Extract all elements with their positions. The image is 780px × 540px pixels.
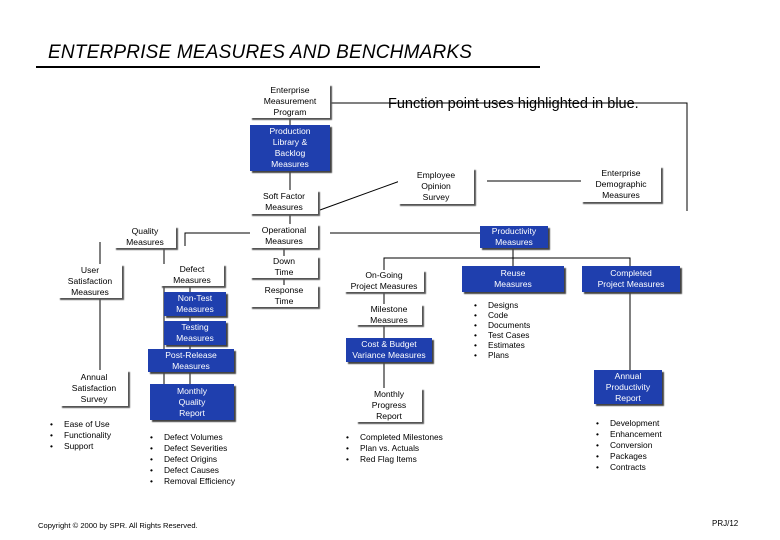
productivity-node: Productivity Measures bbox=[480, 226, 548, 248]
list-item: • Packages bbox=[596, 451, 662, 462]
response-time-node: Response Time bbox=[250, 285, 318, 307]
monthly-progress-node: Monthly Progress Report bbox=[356, 388, 422, 422]
testing-node: Testing Measures bbox=[164, 321, 226, 345]
ongoing-project-node: On-Going Project Measures bbox=[344, 270, 424, 292]
production-library-node: Production Library & Backlog Measures bbox=[250, 125, 330, 171]
milestone-node: Milestone Measures bbox=[356, 304, 422, 325]
list-item: • Functionality bbox=[50, 430, 111, 441]
copyright-footer: Copyright © 2000 by SPR. All Rights Reserved. bbox=[38, 521, 198, 530]
productivity-report-list bbox=[596, 418, 662, 473]
employee-opinion-node: Employee Opinion Survey bbox=[398, 168, 474, 204]
non-test-node: Non-Test Measures bbox=[164, 292, 226, 316]
list-item: • Enhancement bbox=[596, 429, 662, 440]
monthly-quality-node: Monthly Quality Report bbox=[150, 384, 234, 420]
satisfaction-list bbox=[50, 419, 111, 452]
enterprise-demographic-node: Enterprise Demographic Measures bbox=[581, 166, 661, 202]
reuse-node: Reuse Measures bbox=[462, 266, 564, 292]
list-item: • Code bbox=[474, 310, 530, 320]
list-item: • Red Flag Items bbox=[346, 454, 443, 465]
list-item: • Documents bbox=[474, 320, 530, 330]
quality-node: Quality Measures bbox=[114, 226, 176, 248]
highlight-note: Function point uses highlighted in blue. bbox=[388, 96, 639, 112]
list-item: • Designs bbox=[474, 300, 530, 310]
list-item: • Support bbox=[50, 441, 111, 452]
list-item: • Plans bbox=[474, 350, 530, 360]
list-item: • Defect Volumes bbox=[150, 432, 235, 443]
list-item: • Contracts bbox=[596, 462, 662, 473]
cost-budget-node: Cost & Budget Variance Measures bbox=[346, 338, 432, 362]
reuse-list bbox=[474, 300, 530, 360]
list-item: • Ease of Use bbox=[50, 419, 111, 430]
soft-factor-node: Soft Factor Measures bbox=[250, 190, 318, 214]
list-item: • Plan vs. Actuals bbox=[346, 443, 443, 454]
operational-node: Operational Measures bbox=[250, 224, 318, 248]
list-item: • Defect Causes bbox=[150, 465, 235, 476]
list-item: • Defect Origins bbox=[150, 454, 235, 465]
list-item: • Test Cases bbox=[474, 330, 530, 340]
down-time-node: Down Time bbox=[250, 256, 318, 278]
list-item: • Conversion bbox=[596, 440, 662, 451]
list-item: • Estimates bbox=[474, 340, 530, 350]
page-number: PRJ/12 bbox=[712, 519, 739, 528]
list-item: • Development bbox=[596, 418, 662, 429]
quality-report-list bbox=[150, 432, 235, 487]
page-title: ENTERPRISE MEASURES AND BENCHMARKS bbox=[48, 42, 473, 63]
list-item: • Removal Efficiency bbox=[150, 476, 235, 487]
defect-node: Defect Measures bbox=[160, 264, 224, 286]
annual-productivity-node: Annual Productivity Report bbox=[594, 370, 662, 404]
user-satisfaction-node: User Satisfaction Measures bbox=[58, 264, 122, 298]
progress-report-list bbox=[346, 432, 443, 465]
annual-satisfaction-node: Annual Satisfaction Survey bbox=[60, 370, 128, 406]
list-item: • Completed Milestones bbox=[346, 432, 443, 443]
completed-project-node: Completed Project Measures bbox=[582, 266, 680, 292]
list-item: • Defect Severities bbox=[150, 443, 235, 454]
enterprise-program-node: Enterprise Measurement Program bbox=[250, 84, 330, 118]
post-release-node: Post-Release Measures bbox=[148, 349, 234, 372]
